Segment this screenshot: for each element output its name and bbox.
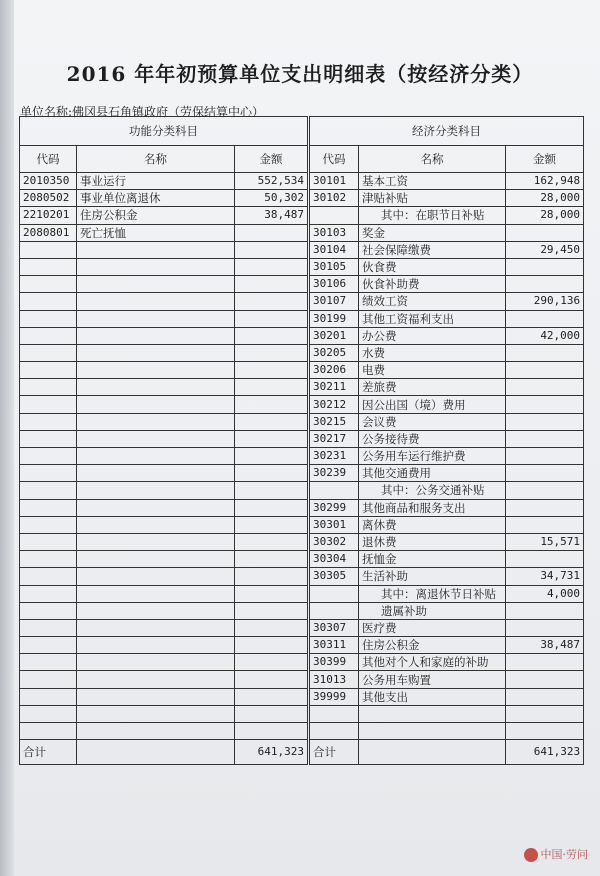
functional-code-cell bbox=[20, 276, 77, 293]
economic-code-cell: 30215 bbox=[309, 413, 359, 430]
functional-code-cell: 2010350 bbox=[20, 173, 77, 190]
economic-code-cell: 30301 bbox=[309, 516, 359, 533]
watermark bbox=[524, 846, 589, 862]
economic-name-cell: 社会保障缴费 bbox=[359, 241, 506, 258]
functional-name-cell: 住房公积金 bbox=[77, 207, 235, 224]
economic-amount-cell bbox=[506, 448, 584, 465]
functional-total-blank bbox=[77, 740, 235, 765]
economic-code-cell: 30307 bbox=[309, 619, 359, 636]
functional-name-cell bbox=[77, 344, 235, 361]
economic-total-label: 合计 bbox=[309, 740, 359, 765]
economic-code-cell: 30211 bbox=[309, 379, 359, 396]
functional-name-cell bbox=[77, 602, 235, 619]
economic-amount-cell: 38,487 bbox=[506, 637, 584, 654]
functional-code-cell bbox=[20, 619, 77, 636]
economic-name-cell: 公务用车运行维护费 bbox=[359, 448, 506, 465]
economic-amount-cell bbox=[506, 379, 584, 396]
functional-code-cell bbox=[20, 499, 77, 516]
functional-name-cell: 事业运行 bbox=[77, 173, 235, 190]
functional-name-cell bbox=[77, 723, 235, 740]
functional-code-cell: 2080801 bbox=[20, 224, 77, 241]
functional-name-cell bbox=[77, 276, 235, 293]
functional-amount-cell bbox=[235, 654, 309, 671]
economic-code-cell: 30205 bbox=[309, 344, 359, 361]
economic-name-cell: 生活补助 bbox=[359, 568, 506, 585]
economic-name-cell: 其中：离退休节日补贴 bbox=[359, 585, 506, 602]
table-row bbox=[20, 671, 584, 688]
economic-name-cell: 其他商品和服务支出 bbox=[359, 499, 506, 516]
functional-name-cell bbox=[77, 671, 235, 688]
economic-name-cell: 遗属补助 bbox=[359, 602, 506, 619]
functional-amount-cell bbox=[235, 723, 309, 740]
economic-name-cell: 伙食补助费 bbox=[359, 276, 506, 293]
functional-name-cell bbox=[77, 396, 235, 413]
functional-name-cell bbox=[77, 293, 235, 310]
economic-code-cell: 30107 bbox=[309, 293, 359, 310]
table-row bbox=[20, 344, 584, 361]
functional-name-cell bbox=[77, 585, 235, 602]
economic-name-cell: 其中：在职节日补贴 bbox=[359, 207, 506, 224]
table-row bbox=[20, 241, 584, 258]
functional-amount-cell: 50,302 bbox=[235, 190, 309, 207]
functional-section-header: 功能分类科目 bbox=[20, 117, 309, 146]
economic-name-cell: 公务用车购置 bbox=[359, 671, 506, 688]
table-row bbox=[20, 482, 584, 499]
economic-name-cell bbox=[359, 723, 506, 740]
economic-name-cell: 伙食费 bbox=[359, 258, 506, 275]
functional-amount-cell bbox=[235, 465, 309, 482]
economic-total-amount: 641,323 bbox=[506, 740, 584, 765]
functional-code-cell bbox=[20, 241, 77, 258]
economic-name-cell: 抚恤金 bbox=[359, 551, 506, 568]
functional-code-cell bbox=[20, 379, 77, 396]
table-row bbox=[20, 723, 584, 740]
functional-code-cell bbox=[20, 671, 77, 688]
table-row bbox=[20, 276, 584, 293]
economic-name-cell: 公务接待费 bbox=[359, 430, 506, 447]
economic-name-cell: 奖金 bbox=[359, 224, 506, 241]
economic-section-header: 经济分类科目 bbox=[309, 117, 584, 146]
functional-name-cell bbox=[77, 379, 235, 396]
table-row bbox=[20, 654, 584, 671]
economic-amount-cell bbox=[506, 482, 584, 499]
seal-icon bbox=[524, 848, 538, 862]
economic-amount-cell bbox=[506, 465, 584, 482]
table-row bbox=[20, 413, 584, 430]
functional-name-cell bbox=[77, 705, 235, 722]
functional-amount-cell bbox=[235, 499, 309, 516]
functional-name-cell bbox=[77, 241, 235, 258]
economic-amount-cell: 28,000 bbox=[506, 190, 584, 207]
table-row bbox=[20, 173, 584, 190]
economic-amount-header: 金额 bbox=[506, 146, 584, 173]
economic-amount-cell bbox=[506, 619, 584, 636]
economic-name-cell: 办公费 bbox=[359, 327, 506, 344]
economic-code-cell: 30105 bbox=[309, 258, 359, 275]
functional-name-cell bbox=[77, 499, 235, 516]
functional-amount-cell bbox=[235, 310, 309, 327]
functional-name-cell bbox=[77, 516, 235, 533]
functional-code-cell bbox=[20, 413, 77, 430]
table-row bbox=[20, 362, 584, 379]
functional-name-cell bbox=[77, 619, 235, 636]
economic-amount-cell bbox=[506, 276, 584, 293]
table-row bbox=[20, 190, 584, 207]
functional-amount-cell bbox=[235, 602, 309, 619]
economic-amount-cell: 28,000 bbox=[506, 207, 584, 224]
economic-code-cell: 31013 bbox=[309, 671, 359, 688]
functional-code-cell bbox=[20, 568, 77, 585]
functional-code-cell bbox=[20, 585, 77, 602]
functional-amount-cell bbox=[235, 705, 309, 722]
economic-name-cell: 水费 bbox=[359, 344, 506, 361]
economic-name-cell: 其他交通费用 bbox=[359, 465, 506, 482]
economic-code-cell: 30304 bbox=[309, 551, 359, 568]
table-row bbox=[20, 499, 584, 516]
economic-amount-cell bbox=[506, 362, 584, 379]
functional-name-cell bbox=[77, 413, 235, 430]
functional-amount-cell bbox=[235, 551, 309, 568]
economic-code-cell: 30302 bbox=[309, 533, 359, 550]
functional-code-cell bbox=[20, 327, 77, 344]
functional-amount-cell bbox=[235, 276, 309, 293]
functional-code-cell bbox=[20, 430, 77, 447]
economic-amount-cell bbox=[506, 602, 584, 619]
economic-amount-cell bbox=[506, 344, 584, 361]
table-row bbox=[20, 293, 584, 310]
economic-amount-cell: 34,731 bbox=[506, 568, 584, 585]
functional-code-header: 代码 bbox=[20, 146, 77, 173]
economic-amount-cell: 290,136 bbox=[506, 293, 584, 310]
economic-code-cell: 30311 bbox=[309, 637, 359, 654]
economic-code-cell: 30217 bbox=[309, 430, 359, 447]
table-row bbox=[20, 310, 584, 327]
unit-name-label: 单位名称:佛冈县石角镇政府（劳保结算中心） bbox=[20, 105, 265, 119]
economic-code-cell: 30106 bbox=[309, 276, 359, 293]
table-row bbox=[20, 430, 584, 447]
economic-amount-cell bbox=[506, 499, 584, 516]
functional-amount-cell bbox=[235, 379, 309, 396]
economic-name-cell: 会议费 bbox=[359, 413, 506, 430]
functional-code-cell bbox=[20, 310, 77, 327]
economic-amount-cell bbox=[506, 413, 584, 430]
functional-code-cell: 2080502 bbox=[20, 190, 77, 207]
table-row bbox=[20, 224, 584, 241]
economic-code-cell: 30103 bbox=[309, 224, 359, 241]
table-row bbox=[20, 396, 584, 413]
functional-name-header: 名称 bbox=[77, 146, 235, 173]
functional-name-cell bbox=[77, 688, 235, 705]
functional-name-cell bbox=[77, 551, 235, 568]
economic-amount-cell bbox=[506, 224, 584, 241]
economic-name-cell: 其他对个人和家庭的补助 bbox=[359, 654, 506, 671]
economic-code-cell: 39999 bbox=[309, 688, 359, 705]
functional-code-cell bbox=[20, 688, 77, 705]
budget-table bbox=[19, 116, 584, 765]
economic-name-cell bbox=[359, 705, 506, 722]
functional-amount-cell bbox=[235, 413, 309, 430]
functional-amount-cell bbox=[235, 637, 309, 654]
table-row bbox=[20, 533, 584, 550]
economic-code-cell bbox=[309, 705, 359, 722]
economic-amount-cell bbox=[506, 688, 584, 705]
functional-amount-cell: 38,487 bbox=[235, 207, 309, 224]
functional-name-cell bbox=[77, 258, 235, 275]
functional-code-cell bbox=[20, 602, 77, 619]
functional-name-cell bbox=[77, 533, 235, 550]
economic-amount-cell bbox=[506, 654, 584, 671]
economic-amount-cell bbox=[506, 551, 584, 568]
functional-name-cell bbox=[77, 310, 235, 327]
table-row bbox=[20, 379, 584, 396]
functional-code-cell bbox=[20, 396, 77, 413]
functional-amount-cell bbox=[235, 293, 309, 310]
economic-name-cell: 电费 bbox=[359, 362, 506, 379]
economic-name-cell: 离休费 bbox=[359, 516, 506, 533]
functional-code-cell bbox=[20, 482, 77, 499]
functional-code-cell bbox=[20, 344, 77, 361]
table-row bbox=[20, 258, 584, 275]
economic-amount-cell bbox=[506, 705, 584, 722]
economic-amount-cell bbox=[506, 671, 584, 688]
table-row bbox=[20, 551, 584, 568]
budget-table-body bbox=[20, 117, 584, 740]
functional-code-cell bbox=[20, 723, 77, 740]
economic-code-cell bbox=[309, 585, 359, 602]
economic-name-cell: 绩效工资 bbox=[359, 293, 506, 310]
table-row bbox=[20, 688, 584, 705]
functional-code-cell: 2210201 bbox=[20, 207, 77, 224]
functional-total-label: 合计 bbox=[20, 740, 77, 765]
functional-amount-header: 金额 bbox=[235, 146, 309, 173]
economic-amount-cell bbox=[506, 258, 584, 275]
table-row bbox=[20, 602, 584, 619]
table-row bbox=[20, 448, 584, 465]
functional-code-cell bbox=[20, 516, 77, 533]
column-header-row bbox=[20, 146, 584, 173]
functional-total-amount: 641,323 bbox=[235, 740, 309, 765]
economic-code-cell: 30102 bbox=[309, 190, 359, 207]
economic-code-cell bbox=[309, 602, 359, 619]
functional-code-cell bbox=[20, 705, 77, 722]
economic-amount-cell: 29,450 bbox=[506, 241, 584, 258]
section-header-row bbox=[20, 117, 584, 146]
economic-total-blank bbox=[359, 740, 506, 765]
economic-name-cell: 住房公积金 bbox=[359, 637, 506, 654]
economic-code-cell: 30206 bbox=[309, 362, 359, 379]
economic-code-cell: 30101 bbox=[309, 173, 359, 190]
functional-amount-cell bbox=[235, 482, 309, 499]
economic-code-cell: 30399 bbox=[309, 654, 359, 671]
total-row bbox=[20, 740, 584, 765]
functional-code-cell bbox=[20, 654, 77, 671]
economic-code-cell: 30201 bbox=[309, 327, 359, 344]
functional-amount-cell bbox=[235, 396, 309, 413]
economic-amount-cell: 162,948 bbox=[506, 173, 584, 190]
economic-name-cell: 差旅费 bbox=[359, 379, 506, 396]
functional-amount-cell bbox=[235, 688, 309, 705]
table-row bbox=[20, 637, 584, 654]
economic-name-cell: 因公出国（境）费用 bbox=[359, 396, 506, 413]
table-row bbox=[20, 327, 584, 344]
economic-amount-cell bbox=[506, 516, 584, 533]
functional-amount-cell bbox=[235, 327, 309, 344]
economic-code-cell: 30231 bbox=[309, 448, 359, 465]
table-row bbox=[20, 705, 584, 722]
functional-code-cell bbox=[20, 533, 77, 550]
functional-amount-cell bbox=[235, 258, 309, 275]
economic-name-cell: 基本工资 bbox=[359, 173, 506, 190]
economic-name-cell: 退休费 bbox=[359, 533, 506, 550]
table-row bbox=[20, 207, 584, 224]
economic-code-cell: 30212 bbox=[309, 396, 359, 413]
functional-amount-cell bbox=[235, 619, 309, 636]
page-edge-shadow bbox=[0, 0, 14, 876]
functional-code-cell bbox=[20, 551, 77, 568]
economic-code-header: 代码 bbox=[309, 146, 359, 173]
functional-amount-cell: 552,534 bbox=[235, 173, 309, 190]
watermark-text: 中国·劳问 bbox=[540, 848, 588, 861]
table-row bbox=[20, 619, 584, 636]
functional-amount-cell bbox=[235, 585, 309, 602]
functional-code-cell bbox=[20, 362, 77, 379]
functional-amount-cell bbox=[235, 241, 309, 258]
functional-amount-cell bbox=[235, 344, 309, 361]
economic-code-cell: 30104 bbox=[309, 241, 359, 258]
economic-name-cell: 医疗费 bbox=[359, 619, 506, 636]
economic-code-cell bbox=[309, 482, 359, 499]
functional-amount-cell bbox=[235, 362, 309, 379]
economic-code-cell bbox=[309, 723, 359, 740]
table-row bbox=[20, 568, 584, 585]
economic-amount-cell bbox=[506, 430, 584, 447]
functional-amount-cell bbox=[235, 430, 309, 447]
functional-code-cell bbox=[20, 258, 77, 275]
functional-amount-cell bbox=[235, 533, 309, 550]
functional-name-cell bbox=[77, 482, 235, 499]
functional-amount-cell bbox=[235, 448, 309, 465]
economic-code-cell: 30305 bbox=[309, 568, 359, 585]
economic-amount-cell: 4,000 bbox=[506, 585, 584, 602]
functional-name-cell bbox=[77, 568, 235, 585]
functional-name-cell bbox=[77, 448, 235, 465]
economic-amount-cell: 15,571 bbox=[506, 533, 584, 550]
functional-name-cell: 死亡抚恤 bbox=[77, 224, 235, 241]
document-title: 2016 年年初预算单位支出明细表（按经济分类） bbox=[66, 62, 534, 86]
functional-name-cell bbox=[77, 430, 235, 447]
economic-code-cell bbox=[309, 207, 359, 224]
economic-name-cell: 其中：公务交通补贴 bbox=[359, 482, 506, 499]
economic-code-cell: 30299 bbox=[309, 499, 359, 516]
functional-code-cell bbox=[20, 293, 77, 310]
functional-amount-cell bbox=[235, 671, 309, 688]
functional-amount-cell bbox=[235, 516, 309, 533]
economic-amount-cell bbox=[506, 310, 584, 327]
functional-name-cell bbox=[77, 327, 235, 344]
functional-name-cell: 事业单位离退休 bbox=[77, 190, 235, 207]
table-row bbox=[20, 585, 584, 602]
economic-name-cell: 津贴补贴 bbox=[359, 190, 506, 207]
functional-name-cell bbox=[77, 637, 235, 654]
functional-code-cell bbox=[20, 637, 77, 654]
economic-name-cell: 其他工资福利支出 bbox=[359, 310, 506, 327]
functional-amount-cell bbox=[235, 568, 309, 585]
economic-name-header: 名称 bbox=[359, 146, 506, 173]
functional-amount-cell bbox=[235, 224, 309, 241]
economic-code-cell: 30239 bbox=[309, 465, 359, 482]
table-row bbox=[20, 516, 584, 533]
table-row bbox=[20, 465, 584, 482]
economic-amount-cell: 42,000 bbox=[506, 327, 584, 344]
economic-amount-cell bbox=[506, 723, 584, 740]
economic-code-cell: 30199 bbox=[309, 310, 359, 327]
functional-code-cell bbox=[20, 448, 77, 465]
functional-name-cell bbox=[77, 654, 235, 671]
functional-name-cell bbox=[77, 362, 235, 379]
functional-code-cell bbox=[20, 465, 77, 482]
functional-name-cell bbox=[77, 465, 235, 482]
economic-amount-cell bbox=[506, 396, 584, 413]
economic-name-cell: 其他支出 bbox=[359, 688, 506, 705]
